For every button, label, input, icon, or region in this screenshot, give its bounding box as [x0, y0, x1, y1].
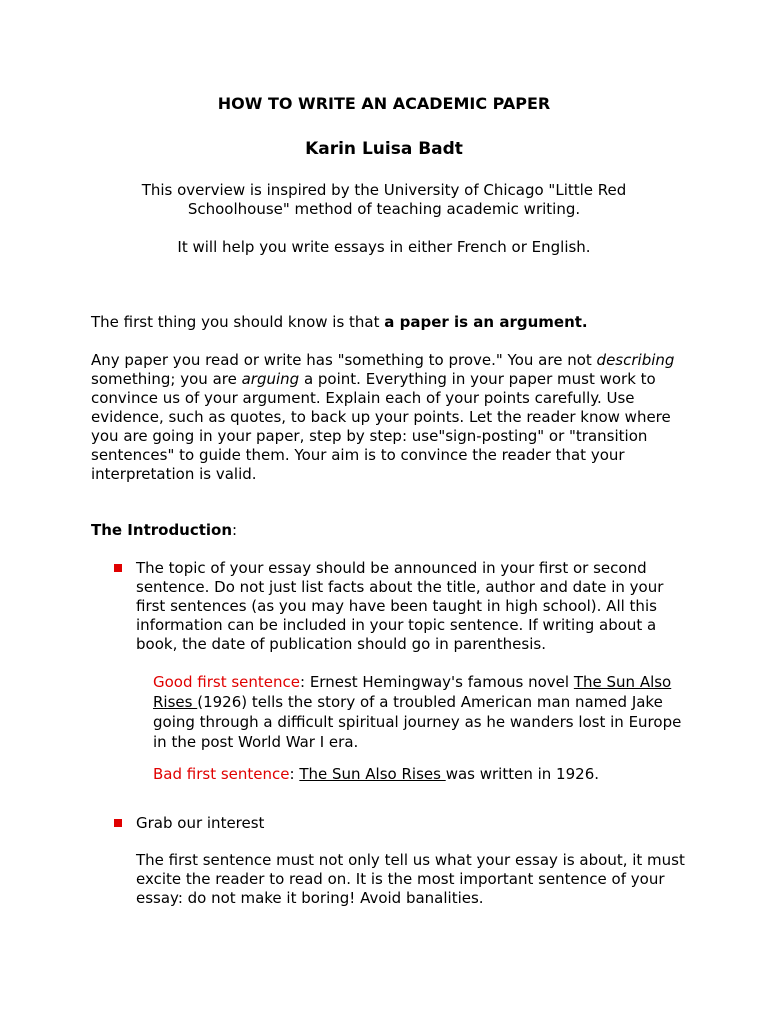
introduction-heading-colon: :	[232, 521, 238, 539]
bullet-interest-text: Grab our interest	[136, 814, 265, 832]
good-example-label: Good first sentence	[153, 673, 300, 691]
interest-paragraph: The first sentence must not only tell us what your essay is about, it must excite the reader to read on. It is the most important sentence of your essay: do not make it boring! Avoid banalities.	[136, 851, 685, 907]
bad-example-rest: was written in 1926.	[445, 765, 599, 783]
overview-text	[0, 181, 768, 219]
bad-example-label: Bad first sentence	[153, 765, 290, 783]
introduction-heading-text: The Introduction	[91, 521, 233, 539]
bad-example-colon: :	[289, 765, 300, 783]
first-thing-paragraph	[91, 313, 691, 332]
bad-example-book-title: The Sun Also Rises	[299, 765, 446, 783]
bullet-square-icon	[114, 819, 122, 827]
overview-line-1: This overview is inspired by the University of Chicago "Little Red	[141, 181, 627, 199]
introduction-heading	[91, 521, 237, 539]
any-paper-part-2: something; you are	[91, 370, 242, 388]
any-paper-describing: describing	[596, 351, 675, 369]
document-title: HOW TO WRITE AN ACADEMIC PAPER	[217, 94, 551, 113]
any-paper-paragraph	[91, 351, 691, 484]
any-paper-arguing: arguing	[241, 370, 300, 388]
bad-example	[153, 764, 693, 784]
good-example-colon: : Ernest Hemingway's famous novel	[300, 673, 574, 691]
any-paper-part-3: a point. Everything in your paper must work to convince us of your argument. Explain each of your points carefully. Use evidence, such as quotes, to back up your points. Let the reader know where you are going in your paper, step by step: use"sign-posting" or "transition sentences" to guide them. Your aim is to convince the reader that your interpretation is valid.	[91, 370, 671, 483]
good-example-book-title: The Sun Also Rises	[153, 673, 672, 711]
help-line: It will help you write essays in either French or English.	[177, 238, 591, 256]
bullet-topic-text: The topic of your essay should be announced in your first or second sentence. Do not just list facts about the title, author and date in your first sentences (as you may have been taught in high school). All this information can be included in your topic sentence. If writing about a book, the date of publication should go in parenthesis.	[136, 559, 664, 653]
overview-line-2: Schoolhouse" method of teaching academic writing.	[187, 200, 581, 218]
first-thing-bold: a paper is an argument.	[384, 313, 588, 331]
first-thing-prefix: The first thing you should know is that	[91, 313, 385, 331]
bullet-square-icon	[114, 564, 122, 572]
any-paper-part-1: Any paper you read or write has "something to prove." You are not	[91, 351, 597, 369]
good-example	[153, 672, 693, 752]
document-author: Karin Luisa Badt	[305, 139, 463, 159]
good-example-rest: (1926) tells the story of a troubled American man named Jake going through a difficult spiritual journey as he wanders lost in Europe in the post World War I era.	[153, 693, 682, 751]
